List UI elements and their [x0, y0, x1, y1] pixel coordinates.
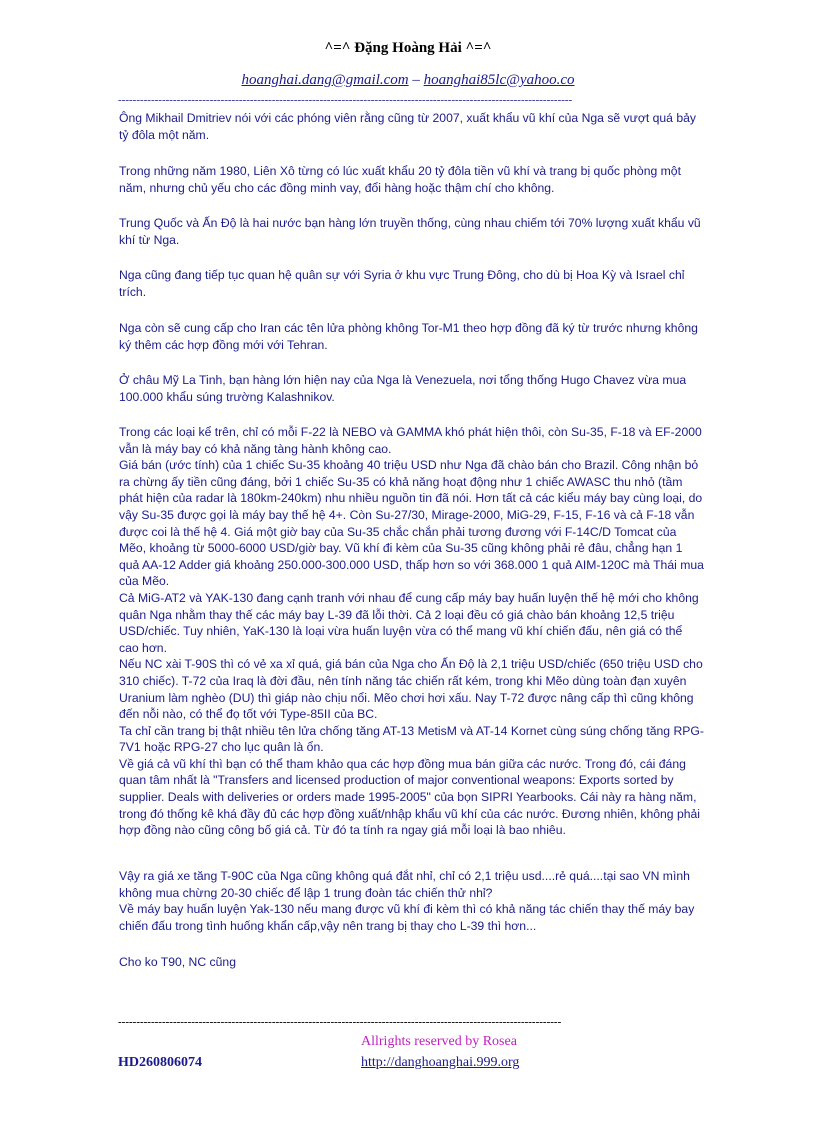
paragraph-9: Cho ko T90, NC cũng [119, 955, 236, 969]
paragraph-7: Trong các loại kể trên, chỉ có mỗi F-22 là NEBO và GAMMA khó phát hiện thôi, còn Su-35, F-18 và EF-2000 vẫn là máy bay có khả năng tàng hành không cao. Giá bán (ước tính) của 1 chiếc Su-35 khoảng 40 triệu USD như Nga đã chào bán cho Brazil. Công nhận bỏ ra chừng ấy tiền cũng đáng, bởi 1 chiếc Su-35 có khả năng hoạt động như 1 chiếc AWASC thu nhỏ (tầm phát hiện của radar là 180km-240km) nhu nhiều nguồn tin đã nói. Hơn tất cả các kiểu máy bay cùng loại, do vậy Su-35 được gọi là máy bay thế hệ 4+. Còn Su-27/30, Mirage-2000, MiG-29, F-15, F-16 và cả F-18 vẫn được coi là thế hệ 4. Giá một giờ bay của Su-35 chắc chắn phải tương đương với F-14C/D Tomcat của Mẽo, khoảng từ 5000-6000 USD/giờ bay. Vũ khí đi kèm của Su-35 cũng không phải rẻ đâu, chẳng hạn 1 quả AA-12 Adder giá khoảng 250.000-300.000 USD, thấp hơn so với 368.000 1 quả AIM-120C mà Thái mua của Mẽo. Cả MiG-AT2 và YAK-130 đang cạnh tranh với nhau để cung cấp máy bay huấn luyện thế hệ mới cho không quân Nga nhằm thay thế các máy bay L-39 đã lỗi thời. Cả 2 loại đều có giá chào bán khoảng 12,5 triệu USD/chiếc. Tuy nhiên, YaK-130 là loại vừa huấn luyện vừa có thể mang vũ khí chiến đấu, nên giá có thể cao hơn. Nếu NC xài T-90S thì có vẻ xa xỉ quá, giá bán của Nga cho Ấn Độ là 2,1 triệu USD/chiếc (650 triệu USD cho 310 chiếc). T-72 của Iraq là đời đầu, nên tính năng tác chiến rất kém, trong khi Mẽo dùng toàn đạn xuyên Uranium làm nghèo (DU) thì giáp nào chịu nổi. Mẽo chơi hơi xấu. Nay T-72 được nâng cấp thì cũng không đến nỗi nào, có thể đọ tốt với Type-85II của BC. Ta chỉ cần trang bị thật nhiều tên lửa chống tăng AT-13 MetisM và AT-14 Kornet cùng súng chống tăng RPG-7V1 hoặc RPG-27 cho lục quân là ổn. Về giá cả vũ khí thì bạn có thể tham khảo qua các hợp đồng mua bán giữa các nước. Trong đó, cái đáng quan tâm nhất là "Transfers and licensed production of major conventional weapons: Exports sorted by supplier. Deals with deliveries or orders made 1995-2005" của bọn SIPRI Yearbooks. Cái này ra hàng năm, trong đó thống kê khá đầy đủ các hợp đồng xuất/nhập khẩu vũ khí của các nước. Đương nhiên, không phải hợp đồng nào cũng công bố giá cả. Từ đó ta tính ra ngay giá mỗi loại là bao nhiêu. [119, 425, 704, 838]
paragraph-4: Nga cũng đang tiếp tục quan hệ quân sự với Syria ở khu vực Trung Đông, cho dù bị Hoa Kỳ và Israel chỉ trích. [119, 268, 685, 299]
paragraph-5: Nga còn sẽ cung cấp cho Iran các tên lửa phòng không Tor-M1 theo hợp đồng đã ký từ trước nhưng không ký thêm các hợp đồng mới với Tehran. [119, 321, 698, 352]
paragraph-6: Ở châu Mỹ La Tinh, bạn hàng lớn hiện nay của Nga là Venezuela, nơi tổng thống Hugo Chavez vừa mua 100.000 khẩu súng trường Kalashnikov. [119, 373, 687, 404]
header-emails [0, 72, 816, 89]
paragraph-8: Vậy ra giá xe tăng T-90C của Nga cũng không quá đắt nhỉ, chỉ có 2,1 triệu usd....rẻ quá....tại sao VN mình không mua chừng 20-30 chiếc để lập 1 trung đoàn tác chiến thử nhỉ? Về máy bay huấn luyện Yak-130 nếu mang được vũ khí đi kèm thì có khả năng tác chiến thay thế máy bay chiến đấu trong tình huống khẩn cấp,vậy nên trang bị thay cho L-39 thì hơn... [119, 869, 695, 933]
footer-url-link[interactable]: http://danghoanghai.999.org [361, 1055, 520, 1070]
header-title: ^=^ Đặng Hoàng Hải ^=^ [324, 40, 492, 56]
footer-separator: ------------------------------------------------------------------------------------------------------------------------- [118, 1017, 562, 1027]
paragraph-2: Trong những năm 1980, Liên Xô từng có lúc xuất khẩu 20 tỷ đôla tiền vũ khí và trang bị quốc phòng một năm, nhưng chủ yếu cho các đồng minh vay, đổi hàng hoặc thậm chí cho không. [119, 164, 681, 195]
footer-doc-id: HD260806074 [118, 1055, 202, 1070]
paragraph-3: Trung Quốc và Ấn Độ là hai nước bạn hàng lớn truyền thống, cùng nhau chiếm tới 70% lượng xuất khẩu vũ khí từ Nga. [119, 216, 701, 247]
email-link-gmail[interactable]: hoanghai.dang@gmail.com [241, 72, 409, 88]
footer-rights: Allrights reserved by Rosea [361, 1034, 517, 1049]
top-separator: ---------------------------------------------------------------------------------------------------------------------------- [118, 95, 573, 105]
paragraph-1: Ông Mikhail Dmitriev nói với các phóng viên rằng cũng từ 2007, xuất khẩu vũ khí của Nga sẽ vượt quá bảy tỷ đôla một năm. [119, 111, 696, 142]
email-link-yahoo[interactable]: hoanghai85lc@yahoo.co [423, 72, 575, 88]
email-separator: – [408, 72, 424, 88]
